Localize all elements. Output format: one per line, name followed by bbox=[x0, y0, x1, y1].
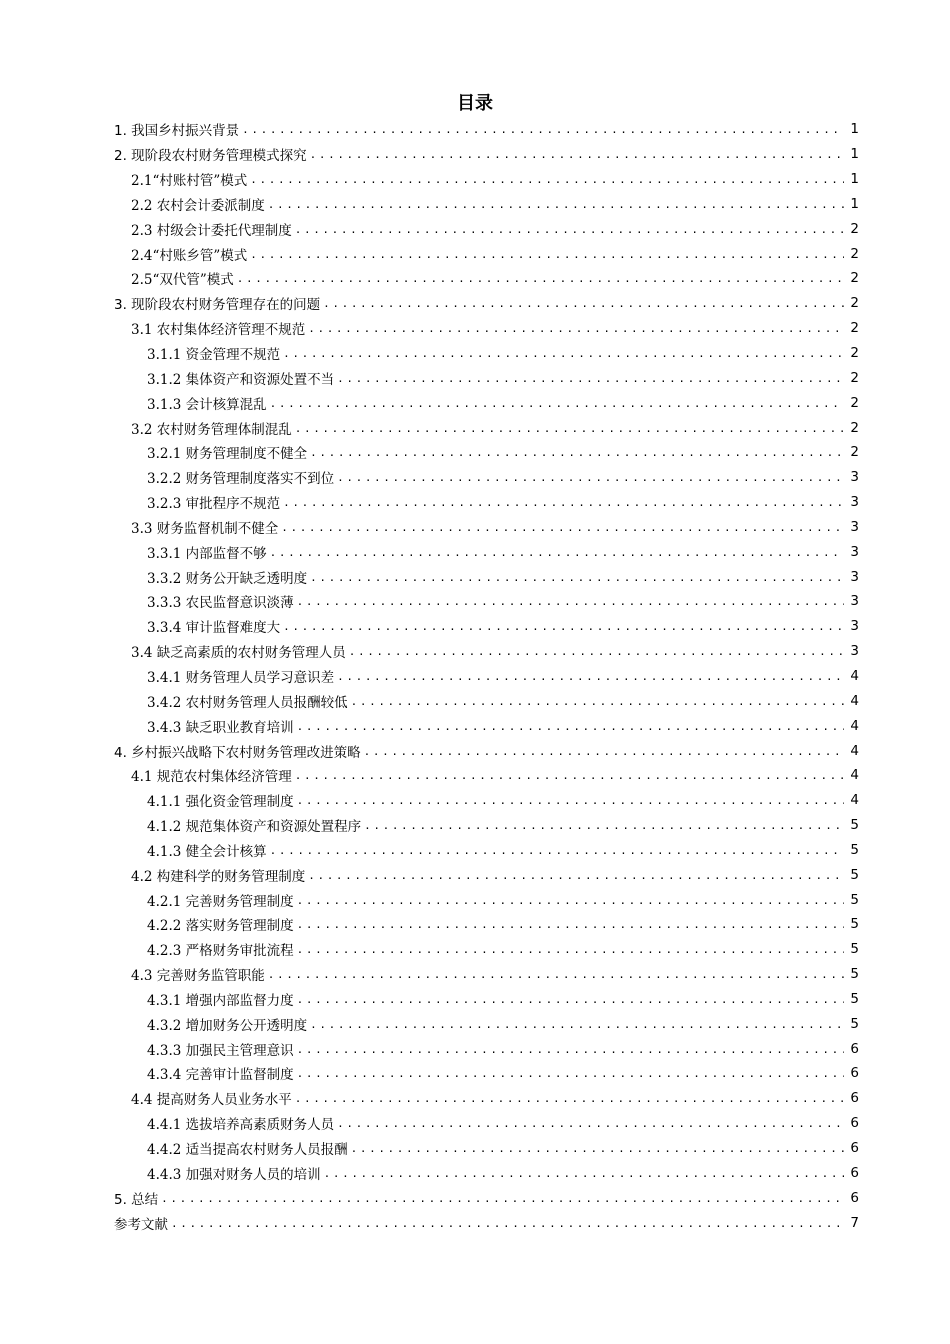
toc-dot-leader bbox=[297, 943, 844, 957]
toc-dot-leader bbox=[337, 372, 844, 386]
toc-dot-leader bbox=[295, 769, 844, 783]
toc-entry[interactable] bbox=[0, 962, 950, 987]
toc-page-number: 6 bbox=[850, 1115, 859, 1132]
toc-entry[interactable] bbox=[0, 564, 950, 589]
toc-dot-leader bbox=[351, 695, 844, 709]
toc-dot-leader bbox=[295, 422, 844, 436]
toc-dot-leader bbox=[351, 1142, 844, 1156]
toc-dot-leader bbox=[323, 297, 844, 311]
toc-entry-text: 4.3.3 加强民主管理意识 bbox=[147, 1039, 294, 1059]
toc-dot-leader bbox=[270, 546, 844, 560]
toc-entry-text: 3.1.2 集体资产和资源处置不当 bbox=[147, 368, 334, 388]
toc-dot-leader bbox=[171, 1217, 844, 1231]
toc-entry-text: 4.1.2 规范集体资产和资源处置程序 bbox=[147, 815, 361, 835]
toc-entry-text: 2.1“村账村管”模式 bbox=[131, 169, 247, 189]
toc-entry-text: 3.4.1 财务管理人员学习意识差 bbox=[147, 666, 334, 686]
toc-entry-text: 4.1.3 健全会计核算 bbox=[147, 840, 267, 860]
toc-entry-text: 3.3.3 农民监督意识淡薄 bbox=[147, 591, 294, 611]
toc-entry-text: 4.3 完善财务监管职能 bbox=[131, 964, 265, 984]
toc-page-number: 3 bbox=[850, 518, 859, 535]
toc-entry[interactable] bbox=[0, 1210, 950, 1235]
toc-entry-text: 4. 乡村振兴战略下农村财务管理改进策略 bbox=[114, 741, 361, 761]
toc-page-number: 5 bbox=[850, 916, 859, 933]
toc-dot-leader bbox=[270, 397, 844, 411]
toc-entry-text: 2. 现阶段农村财务管理模式探究 bbox=[114, 144, 307, 164]
toc-entry[interactable] bbox=[0, 241, 950, 266]
toc-page-number: 1 bbox=[850, 171, 859, 188]
toc-entry-text: 4.1 规范农村集体经济管理 bbox=[131, 765, 292, 785]
toc-dot-leader bbox=[283, 347, 844, 361]
toc-entry[interactable] bbox=[0, 1086, 950, 1111]
toc-page-number: 3 bbox=[850, 618, 859, 635]
toc-entry[interactable] bbox=[0, 664, 950, 689]
toc-entry[interactable] bbox=[0, 415, 950, 440]
toc-entry[interactable] bbox=[0, 862, 950, 887]
toc-entry[interactable] bbox=[0, 142, 950, 167]
toc-dot-leader bbox=[297, 720, 844, 734]
toc-page-number: 3 bbox=[850, 494, 859, 511]
toc-entry[interactable] bbox=[0, 763, 950, 788]
toc-entry[interactable] bbox=[0, 266, 950, 291]
toc-dot-leader bbox=[349, 645, 844, 659]
toc-page-number: 7 bbox=[850, 1214, 859, 1231]
toc-page-number: 4 bbox=[850, 792, 859, 809]
toc-dot-leader bbox=[237, 272, 844, 286]
toc-page-number: 6 bbox=[850, 1189, 859, 1206]
toc-page-number: 2 bbox=[850, 270, 859, 287]
toc-page-number: 6 bbox=[850, 1164, 859, 1181]
toc-page-number: 5 bbox=[850, 990, 859, 1007]
toc-entry[interactable] bbox=[0, 365, 950, 390]
toc-page-number: 5 bbox=[850, 1015, 859, 1032]
toc-entry[interactable] bbox=[0, 216, 950, 241]
toc-entry[interactable] bbox=[0, 887, 950, 912]
toc-entry-text: 3.2.2 财务管理制度落实不到位 bbox=[147, 467, 334, 487]
toc-entry-text: 4.4.1 选拔培养高素质财务人员 bbox=[147, 1113, 334, 1133]
toc-dot-leader bbox=[250, 173, 844, 187]
toc-page-number: 3 bbox=[850, 643, 859, 660]
toc-page-number: 3 bbox=[850, 469, 859, 486]
toc-dot-leader bbox=[310, 571, 844, 585]
toc-entry-text: 3.1 农村集体经济管理不规范 bbox=[131, 318, 305, 338]
toc-entry-text: 1. 我国乡村振兴背景 bbox=[114, 119, 239, 139]
toc-entry[interactable] bbox=[0, 316, 950, 341]
toc-entry[interactable] bbox=[0, 788, 950, 813]
toc-dot-leader bbox=[364, 745, 844, 759]
toc-entry[interactable] bbox=[0, 987, 950, 1012]
toc-entry-text: 4.2 构建科学的财务管理制度 bbox=[131, 865, 305, 885]
toc-entry[interactable] bbox=[0, 1111, 950, 1136]
toc-dot-leader bbox=[297, 1043, 844, 1057]
toc-entry[interactable] bbox=[0, 539, 950, 564]
toc-entry[interactable] bbox=[0, 688, 950, 713]
toc-entry[interactable] bbox=[0, 589, 950, 614]
toc-entry-text: 参考文献 bbox=[114, 1213, 168, 1233]
toc-dot-leader bbox=[310, 1018, 844, 1032]
toc-dot-leader bbox=[268, 968, 844, 982]
toc-dot-leader bbox=[281, 521, 844, 535]
toc-page-number: 2 bbox=[850, 320, 859, 337]
toc-title: 目录 bbox=[457, 93, 493, 114]
toc-entry[interactable] bbox=[0, 813, 950, 838]
toc-entry[interactable] bbox=[0, 614, 950, 639]
toc-dot-leader bbox=[161, 1192, 844, 1206]
toc-entry[interactable] bbox=[0, 1185, 950, 1210]
toc-page-number: 2 bbox=[850, 245, 859, 262]
toc-entry-text: 4.2.3 严格财务审批流程 bbox=[147, 939, 294, 959]
toc-dot-leader bbox=[283, 620, 844, 634]
toc-entry-text: 2.5“双代管”模式 bbox=[131, 268, 234, 288]
toc-entry-text: 2.2 农村会计委派制度 bbox=[131, 194, 265, 214]
toc-dot-leader bbox=[270, 844, 844, 858]
toc-entry[interactable] bbox=[0, 738, 950, 763]
toc-dot-leader bbox=[297, 918, 844, 932]
toc-entry-text: 4.3.4 完善审计监督制度 bbox=[147, 1063, 294, 1083]
toc-dot-leader bbox=[295, 1092, 844, 1106]
toc-entry[interactable] bbox=[0, 639, 950, 664]
toc-dot-leader bbox=[283, 496, 844, 510]
toc-dot-leader bbox=[337, 1117, 844, 1131]
toc-dot-leader bbox=[295, 223, 844, 237]
toc-entry[interactable] bbox=[0, 440, 950, 465]
toc-dot-leader bbox=[297, 894, 844, 908]
toc-entry-text: 3.3.4 审计监督难度大 bbox=[147, 616, 280, 636]
toc-entry[interactable] bbox=[0, 1136, 950, 1161]
toc-page-number: 2 bbox=[850, 394, 859, 411]
toc-dot-leader bbox=[297, 993, 844, 1007]
toc-entry-text: 4.4.2 适当提高农村财务人员报酬 bbox=[147, 1138, 348, 1158]
toc-page-number: 2 bbox=[850, 295, 859, 312]
toc-dot-leader bbox=[297, 794, 844, 808]
toc-entry[interactable] bbox=[0, 1036, 950, 1061]
toc-dot-leader bbox=[337, 471, 844, 485]
toc-page-number: 6 bbox=[850, 1090, 859, 1107]
toc-dot-leader bbox=[268, 198, 844, 212]
toc-dot-leader bbox=[310, 446, 844, 460]
toc-page-number: 3 bbox=[850, 568, 859, 585]
toc-entry-text: 3.3.1 内部监督不够 bbox=[147, 542, 267, 562]
toc-dot-leader bbox=[310, 148, 844, 162]
toc-entry-text: 3.3.2 财务公开缺乏透明度 bbox=[147, 567, 307, 587]
toc-page-number: 1 bbox=[850, 121, 859, 138]
toc-entry-text: 3.2 农村财务管理体制混乱 bbox=[131, 418, 292, 438]
toc-dot-leader bbox=[324, 1167, 844, 1181]
toc-entry-text: 3.4.3 缺乏职业教育培训 bbox=[147, 716, 294, 736]
toc-page-number: 5 bbox=[850, 941, 859, 958]
toc-page-number: 4 bbox=[850, 717, 859, 734]
toc-page-number: 5 bbox=[850, 866, 859, 883]
toc-page-number: 1 bbox=[850, 146, 859, 163]
toc-page-number: 4 bbox=[850, 742, 859, 759]
toc-dot-leader bbox=[308, 322, 844, 336]
toc-entry[interactable] bbox=[0, 192, 950, 217]
toc-page-number: 6 bbox=[850, 1065, 859, 1082]
toc-dot-leader bbox=[242, 123, 844, 137]
toc-entry-text: 2.3 村级会计委托代理制度 bbox=[131, 219, 292, 239]
toc-entry-text: 2.4“村账乡管”模式 bbox=[131, 244, 247, 264]
toc-entry[interactable] bbox=[0, 167, 950, 192]
toc-dot-leader bbox=[250, 248, 844, 262]
toc-page-number: 2 bbox=[850, 444, 859, 461]
toc-entry-text: 4.4.3 加强对财务人员的培训 bbox=[147, 1163, 321, 1183]
toc-entry[interactable] bbox=[0, 713, 950, 738]
toc-dot-leader bbox=[364, 819, 844, 833]
toc-page-number: 5 bbox=[850, 966, 859, 983]
toc-page-number: 1 bbox=[850, 195, 859, 212]
toc-entry-text: 3. 现阶段农村财务管理存在的问题 bbox=[114, 293, 320, 313]
toc-page-number: 2 bbox=[850, 419, 859, 436]
toc-page-number: 6 bbox=[850, 1140, 859, 1157]
toc-entry-text: 3.4 缺乏高素质的农村财务管理人员 bbox=[131, 641, 346, 661]
toc-entry[interactable] bbox=[0, 837, 950, 862]
toc-page-number: 5 bbox=[850, 817, 859, 834]
toc-page-number: 2 bbox=[850, 220, 859, 237]
toc-list bbox=[0, 117, 950, 1235]
toc-page-number: 4 bbox=[850, 667, 859, 684]
toc-page-number: 6 bbox=[850, 1040, 859, 1057]
toc-dot-leader bbox=[297, 1067, 844, 1081]
toc-entry-text: 3.1.1 资金管理不规范 bbox=[147, 343, 280, 363]
toc-dot-leader bbox=[337, 670, 844, 684]
toc-entry[interactable] bbox=[0, 515, 950, 540]
toc-entry[interactable] bbox=[0, 1061, 950, 1086]
toc-entry-text: 5. 总结 bbox=[114, 1188, 158, 1208]
toc-entry-text: 3.3 财务监督机制不健全 bbox=[131, 517, 278, 537]
toc-entry[interactable] bbox=[0, 117, 950, 142]
toc-entry-text: 4.2.1 完善财务管理制度 bbox=[147, 890, 294, 910]
toc-entry[interactable] bbox=[0, 465, 950, 490]
toc-page-number: 3 bbox=[850, 543, 859, 560]
toc-entry-text: 3.4.2 农村财务管理人员报酬较低 bbox=[147, 691, 348, 711]
toc-page-number: 2 bbox=[850, 369, 859, 386]
toc-page-number: 4 bbox=[850, 767, 859, 784]
toc-entry[interactable] bbox=[0, 291, 950, 316]
toc-entry-text: 3.1.3 会计核算混乱 bbox=[147, 393, 267, 413]
toc-page-number: 5 bbox=[850, 891, 859, 908]
toc-entry[interactable] bbox=[0, 937, 950, 962]
toc-entry-text: 4.3.2 增加财务公开透明度 bbox=[147, 1014, 307, 1034]
toc-page-number: 3 bbox=[850, 593, 859, 610]
toc-dot-leader bbox=[297, 595, 844, 609]
toc-entry[interactable] bbox=[0, 490, 950, 515]
toc-dot-leader bbox=[308, 869, 844, 883]
toc-entry-text: 3.2.1 财务管理制度不健全 bbox=[147, 442, 307, 462]
toc-page-number: 4 bbox=[850, 692, 859, 709]
toc-entry[interactable] bbox=[0, 341, 950, 366]
toc-entry-text: 4.4 提高财务人员业务水平 bbox=[131, 1088, 292, 1108]
toc-entry[interactable] bbox=[0, 1160, 950, 1185]
toc-entry[interactable] bbox=[0, 1011, 950, 1036]
toc-entry-text: 3.2.3 审批程序不规范 bbox=[147, 492, 280, 512]
toc-page-number: 2 bbox=[850, 345, 859, 362]
toc-entry[interactable] bbox=[0, 912, 950, 937]
toc-entry-text: 4.2.2 落实财务管理制度 bbox=[147, 914, 294, 934]
toc-entry-text: 4.1.1 强化资金管理制度 bbox=[147, 790, 294, 810]
toc-page-number: 5 bbox=[850, 841, 859, 858]
toc-entry-text: 4.3.1 增强内部监督力度 bbox=[147, 989, 294, 1009]
toc-entry[interactable] bbox=[0, 390, 950, 415]
